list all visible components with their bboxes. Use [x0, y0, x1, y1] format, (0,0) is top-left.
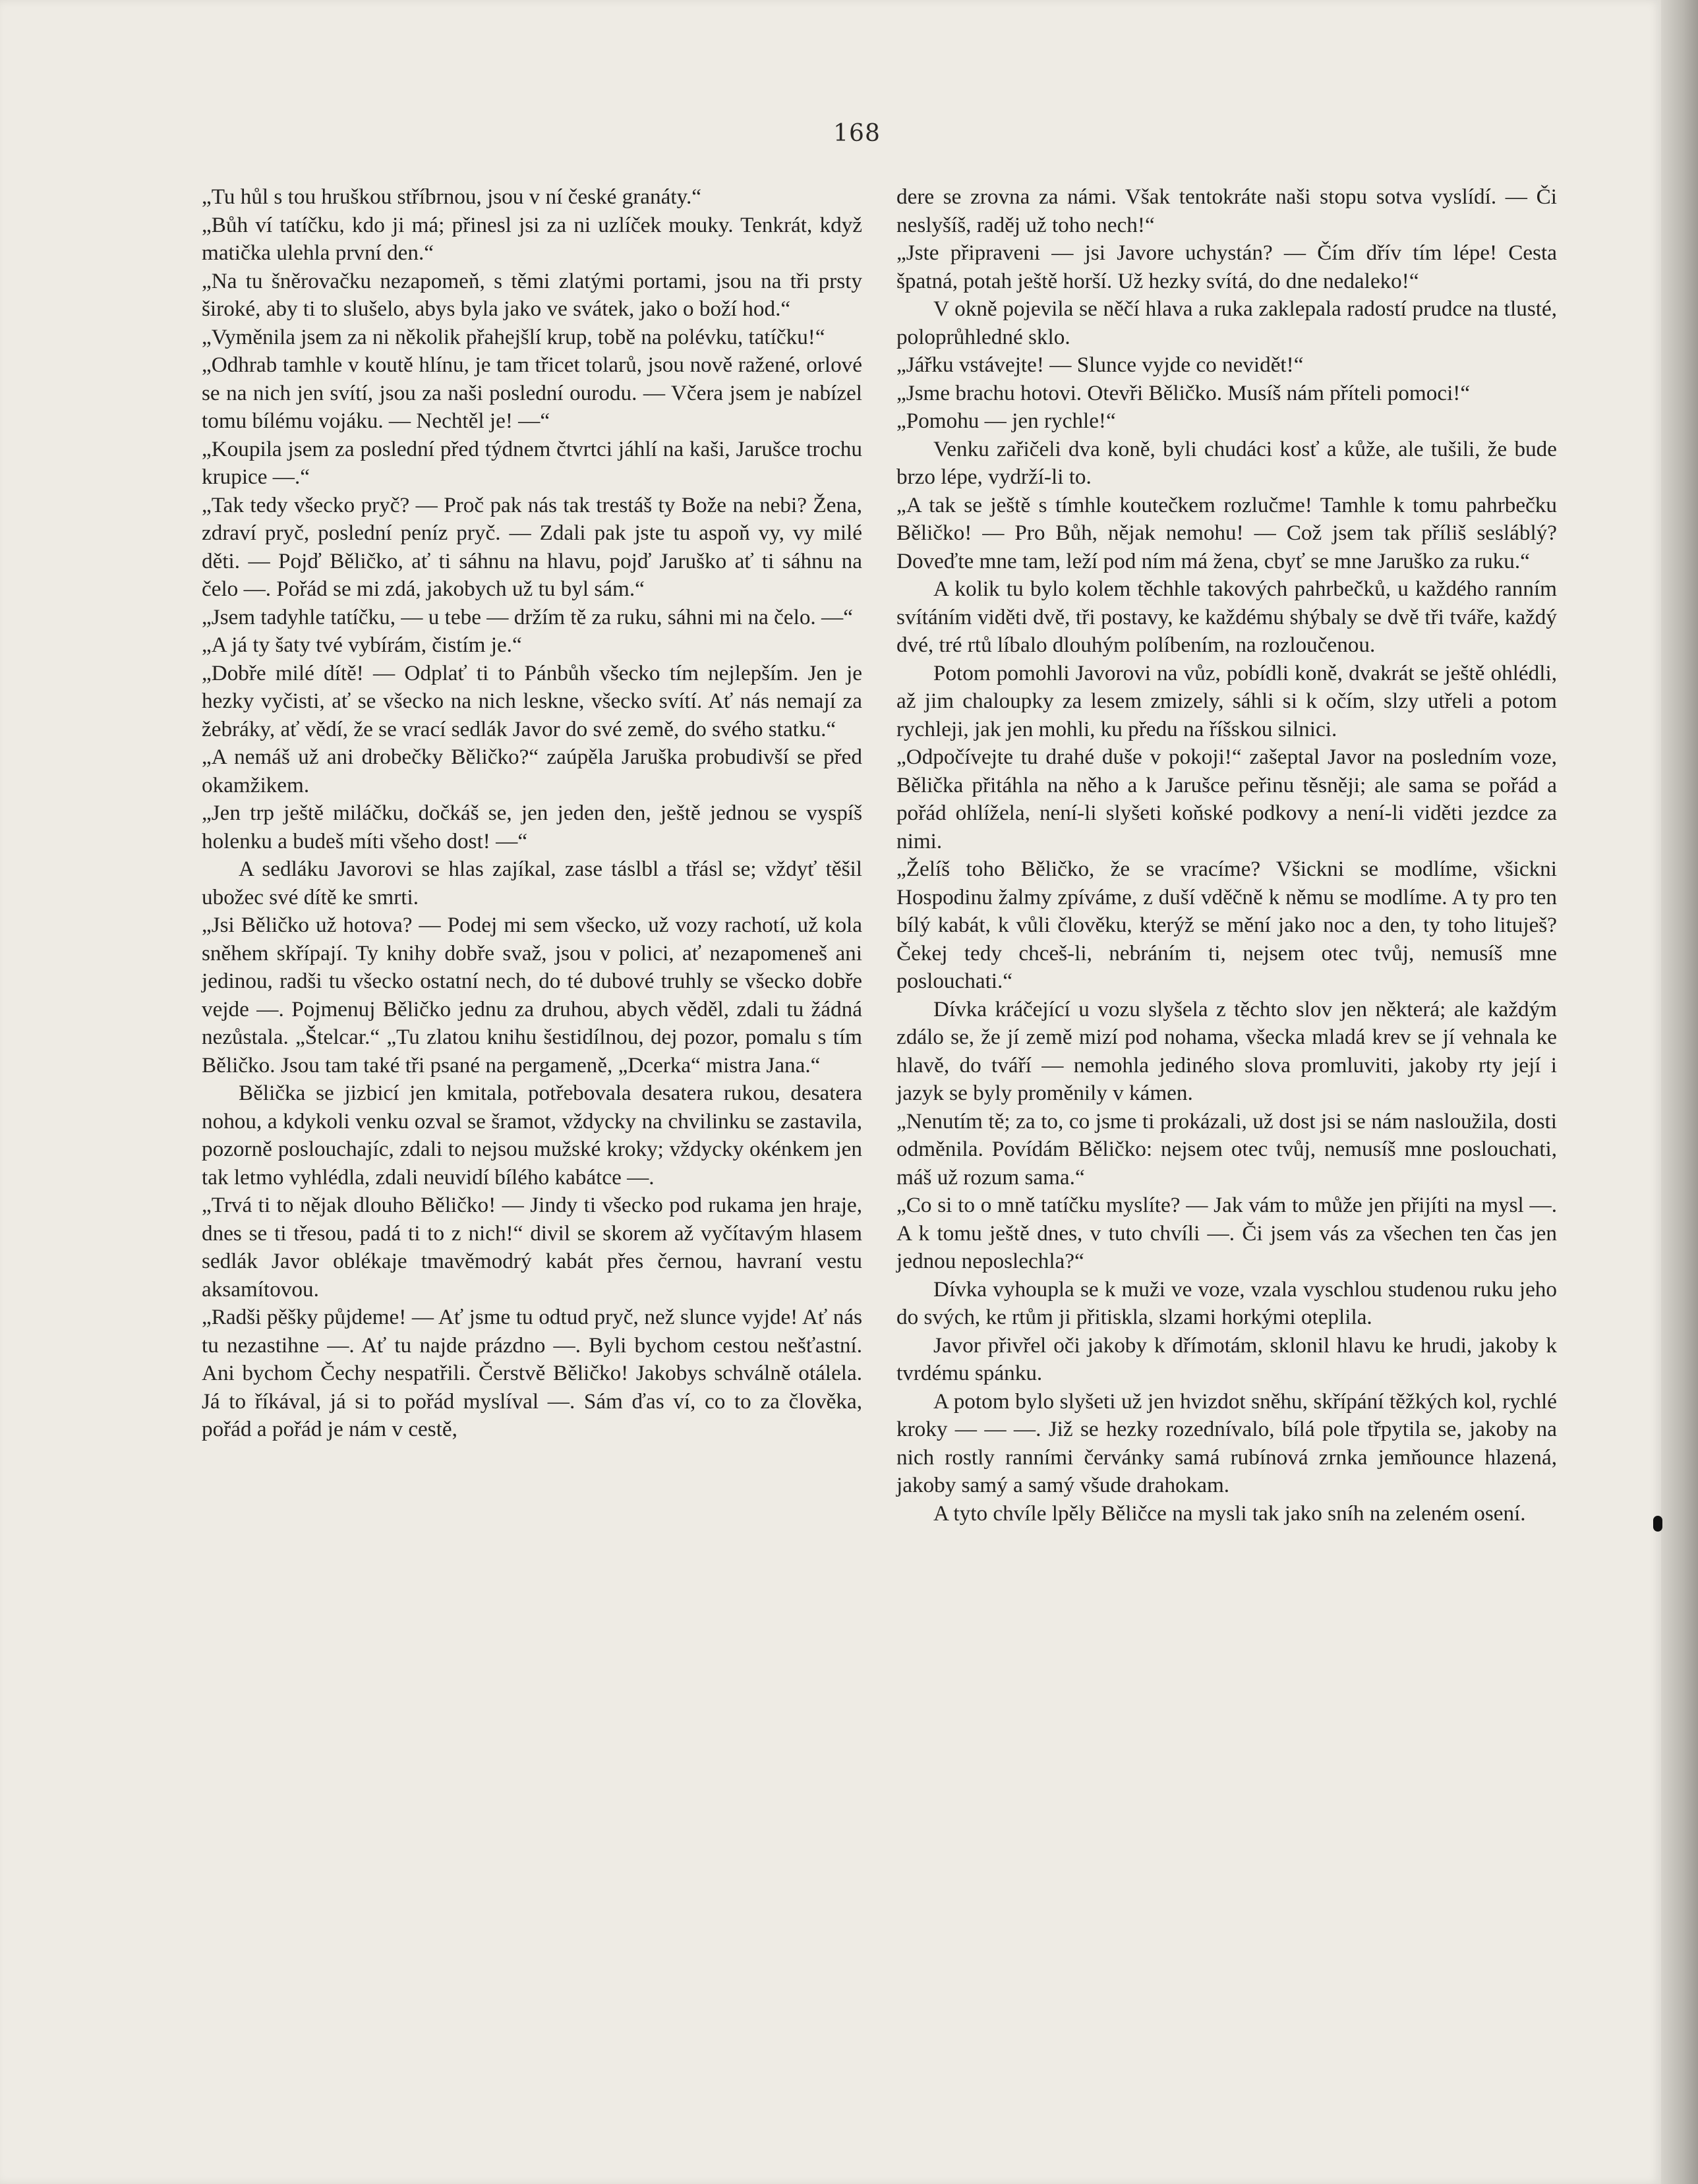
paragraph: „Tu hůl s tou hruškou stříbrnou, jsou v ní české granáty.“ — [202, 185, 702, 209]
paragraph: Javor přivřel oči jakoby k dřímotám, sklonil hlavu ke hrudi, jakoby k tvrdému spánku. — [896, 1333, 1557, 1385]
right-column — [896, 183, 1557, 1528]
paragraph: Dívka vyhoupla se k muži ve voze, vzala vyschlou studenou ruku jeho do svých, ke rtům ji přitiskla, slzami horkými oteplila. — [896, 1277, 1557, 1329]
paragraph: A kolik tu bylo kolem těchhle takových pahrbečků, u každého ranním svítáním viděti dvě, tři postavy, ke každému shýbaly se dvě tři tváře, každý dvé, tré rtů líbalo dlouhým políbením, na rozloučenou. — [896, 577, 1557, 657]
page-number: 168 — [833, 120, 881, 147]
paragraph: „Radši pěšky půjdeme! — Ať jsme tu odtud pryč, než slunce vyjde! Ať nás tu nezastihne —. Ať tu najde prázdno —. Byli bychom cestou nešťastní. Ani bychom Čechy nespatřili. Čerstvě Běličko! Jakobys schválně otálela. Já to říkával, já si to pořád myslíval —. Sám ďas ví, co to za člověka, pořád a pořád je nám v cestě, — [202, 1305, 862, 1441]
paragraph: A potom bylo slyšeti už jen hvizdot sněhu, skřípání těžkých kol, rychlé kroky — — —. Již se hezky rozednívalo, bílá pole třpytila se, jakoby na nich rostly ranními červánky samá rubínová zrnka jemňounce hlazená, jakoby samý a samý všude drahokam. — [896, 1389, 1557, 1497]
paragraph: „Želíš toho Běličko, že se vracíme? Všickni se modlíme, všickni Hospodinu žalmy zpíváme, z duší vděčně k němu se modlíme. A ty pro ten bílý kabát, k vůli člověku, kterýž se mění jako noc a den, ty toho lituješ? Čekej tedy chceš-li, nebráním ti, nejsem otec tvůj, nemusíš mne poslouchati.“ — [896, 857, 1557, 993]
paragraph: „Tak tedy všecko pryč? — Proč pak nás tak trestáš ty Bože na nebi? Žena, zdraví pryč, poslední peníz pryč. — Zdali pak jste tu aspoň vy, vy milé děti. — Pojď Běličko, ať ti sáhnu na hlavu, pojď Jaruško ať ti sáhnu na čelo —. Pořád se mi zdá, jakobych už tu byl sám.“ — [202, 492, 862, 601]
left-column — [202, 183, 862, 1444]
paragraph: dere se zrovna za námi. Však tentokráte naši stopu sotva vyslídí. — Či neslyšíš, raděj už toho nech!“ — [896, 185, 1557, 237]
paragraph: Bělička se jizbicí jen kmitala, potřebovala desatera rukou, desatera nohou, a kdykoli venku ozval se šramot, vždycky na chvilinku se zastavila, pozorně poslouchajíc, zdali to nejsou mužské kroky; vždycky okénkem jen tak letmo vyhlédla, zdali neuvidí bílého kabátce —. — [202, 1081, 862, 1190]
paragraph: „Odpočívejte tu drahé duše v pokoji!“ zašeptal Javor na posledním voze, Bělička přitáhla na něho a k Jarušce peřinu těsněji; ale sama se pořád a pořád ohlížela, není-li slyšeti koňské podkovy a není-li viděti jezdce za nimi. — [896, 745, 1557, 853]
paragraph: „A nemáš už ani drobečky Běličko?“ zaúpěla Jaruška probudivší se před okamžikem. — [202, 745, 862, 797]
paragraph: „Trvá ti to nějak dlouho Běličko! — Jindy ti všecko pod rukama jen hraje, dnes se ti třesou, padá ti to z nich!“ divil se skorem až vyčítavým hlasem sedlák Javor oblékaje tmavěmodrý kabát přes černou, havraní vestu aksamítovou. — [202, 1193, 862, 1302]
paragraph: „Bůh ví tatíčku, kdo ji má; přinesl jsi za ni uzlíček mouky. Tenkrát, když matička ulehla první den.“ — [202, 212, 862, 265]
paragraph: „Co si to o mně tatíčku myslíte? — Jak vám to může jen přijíti na mysl —. A k tomu ještě dnes, v tuto chvíli —. Či jsem vás za všechen ten čas jen jednou neposlechla?“ — [896, 1193, 1557, 1273]
paragraph: „Jsem tadyhle tatíčku, — u tebe — držím tě za ruku, sáhni mi na čelo. —“ — [202, 604, 853, 629]
paragraph: „Dobře milé dítě! — Odplať ti to Pánbůh všecko tím nejlepším. Jen je hezky vyčisti, ať se všecko na nich leskne, všecko svítí. Ať nás nemají za žebráky, ať vědí, že se vrací sedlák Javor do své země, do svého statku.“ — [202, 660, 862, 741]
paragraph: V okně pojevila se něčí hlava a ruka zaklepala radostí prudce na tlusté, poloprůhledné sklo. — [896, 297, 1557, 349]
paragraph: „Jsme brachu hotovi. Otevři Běličko. Musíš nám příteli pomoci!“ — [896, 380, 1471, 405]
paragraph: „Na tu šněrovačku nezapomeň, s těmi zlatými portami, jsou na tři prsty široké, aby ti to slušelo, abys byla jako ve svátek, jako o boží hod.“ — [202, 268, 862, 321]
paragraph: „Koupila jsem za poslední před týdnem čtvrtci jáhlí na kaši, Jarušce trochu krupice —.“ — [202, 436, 862, 489]
paragraph: Dívka kráčející u vozu slyšela z těchto slov jen některá; ale každým zdálo se, že jí země mizí pod nohama, všecka mladá krev se jí vehnala ke hlavě, do tváří — nemohla jediného slova promluviti, jakoby rty její i jazyk se byly proměnily v kámen. — [896, 996, 1557, 1105]
paragraph: A tyto chvíle lpěly Běličce na mysli tak jako sníh na zeleném osení. — [933, 1501, 1526, 1526]
paragraph: „Jen trp ještě miláčku, dočkáš se, jen jeden den, ještě jednou se vyspíš holenku a budeš míti všeho dost! —“ — [202, 801, 862, 853]
paragraph: „Odhrab tamhle v koutě hlínu, je tam třicet tolarů, jsou nově ražené, orlové se na nich jen svítí, jsou za naši poslední ourodu. — Včera jsem je nabízel tomu bílému vojáku. — Nechtěl je! —“ — [202, 353, 862, 433]
page-edge — [1661, 0, 1698, 2184]
paragraph: „Pomohu — jen rychle!“ — [896, 409, 1116, 433]
paragraph: „Jsi Běličko už hotova? — Podej mi sem všecko, už vozy rachotí, už kola sněhem skřípají. Ty knihy dobře svaž, jsou v polici, ať nezapomeneš ani jedinou, radši tu všecko ostatní nech, do té dubové truhly se všecko dobře vejde —. Pojmenuj Běličko jednu za druhou, abych věděl, zdali tu žádná nezůstala. „Štelcar.“ „Tu zlatou knihu šestidílnou, dej pozor, pomalu s tím Běličko. Jsou tam také tři psané na pergameně, „Dcerka“ mistra Jana.“ — [202, 913, 862, 1078]
edge-mark — [1653, 1516, 1662, 1532]
paragraph: A sedláku Javorovi se hlas zajíkal, zase táslbl a třásl se; vždyť těšil ubožec své dítě ke smrti. — [202, 857, 862, 909]
paragraph: „Nenutím tě; za to, co jsme ti prokázali, už dost jsi se nám naslоužila, dosti odměnila. Povídám Běličko: nejsem otec tvůj, nemusíš mne poslouchati, máš už rozum sama.“ — [896, 1108, 1557, 1190]
paragraph: „Jářku vstávejte! — Slunce vyjde co nevidět!“ — [896, 353, 1304, 377]
paragraph: „A já ty šaty tvé vybírám, čistím je.“ — [202, 633, 522, 657]
paragraph: „Jste připraveni — jsi Javore uchystán? — Čím dřív tím lépe! Cesta špatná, potah ještě horší. Už hezky svítá, do dne nedaleko!“ — [896, 241, 1557, 293]
paragraph: „Vyměnila jsem za ni několik přahejšlí krup, tobě na polévku, tatíčku!“ — [202, 324, 825, 349]
paragraph: Potom pomohli Javorovi na vůz, pobídli koně, dvakrát se ještě ohlédli, až jim chaloupky za lesem zmizely, sáhli si k očím, slzy utřeli a potom rychleji, jak jen mohli, ku předu na říšskou silnici. — [896, 660, 1557, 741]
paragraph: „A tak se ještě s tímhle koutečkem rozlučme! Tamhle k tomu pahrbečku Běličko! — Pro Bůh, nějak nemohu! — Což jsem tak příliš sesláblý? Doveďte mne tam, leží pod ním má žena, cbyť se mne Jaruško za ruku.“ — [896, 492, 1557, 573]
paragraph: Venku zařičeli dva koně, byli chudáci kosť a kůže, ale tušili, že bude brzo lépe, vydrží-li to. — [896, 436, 1557, 489]
